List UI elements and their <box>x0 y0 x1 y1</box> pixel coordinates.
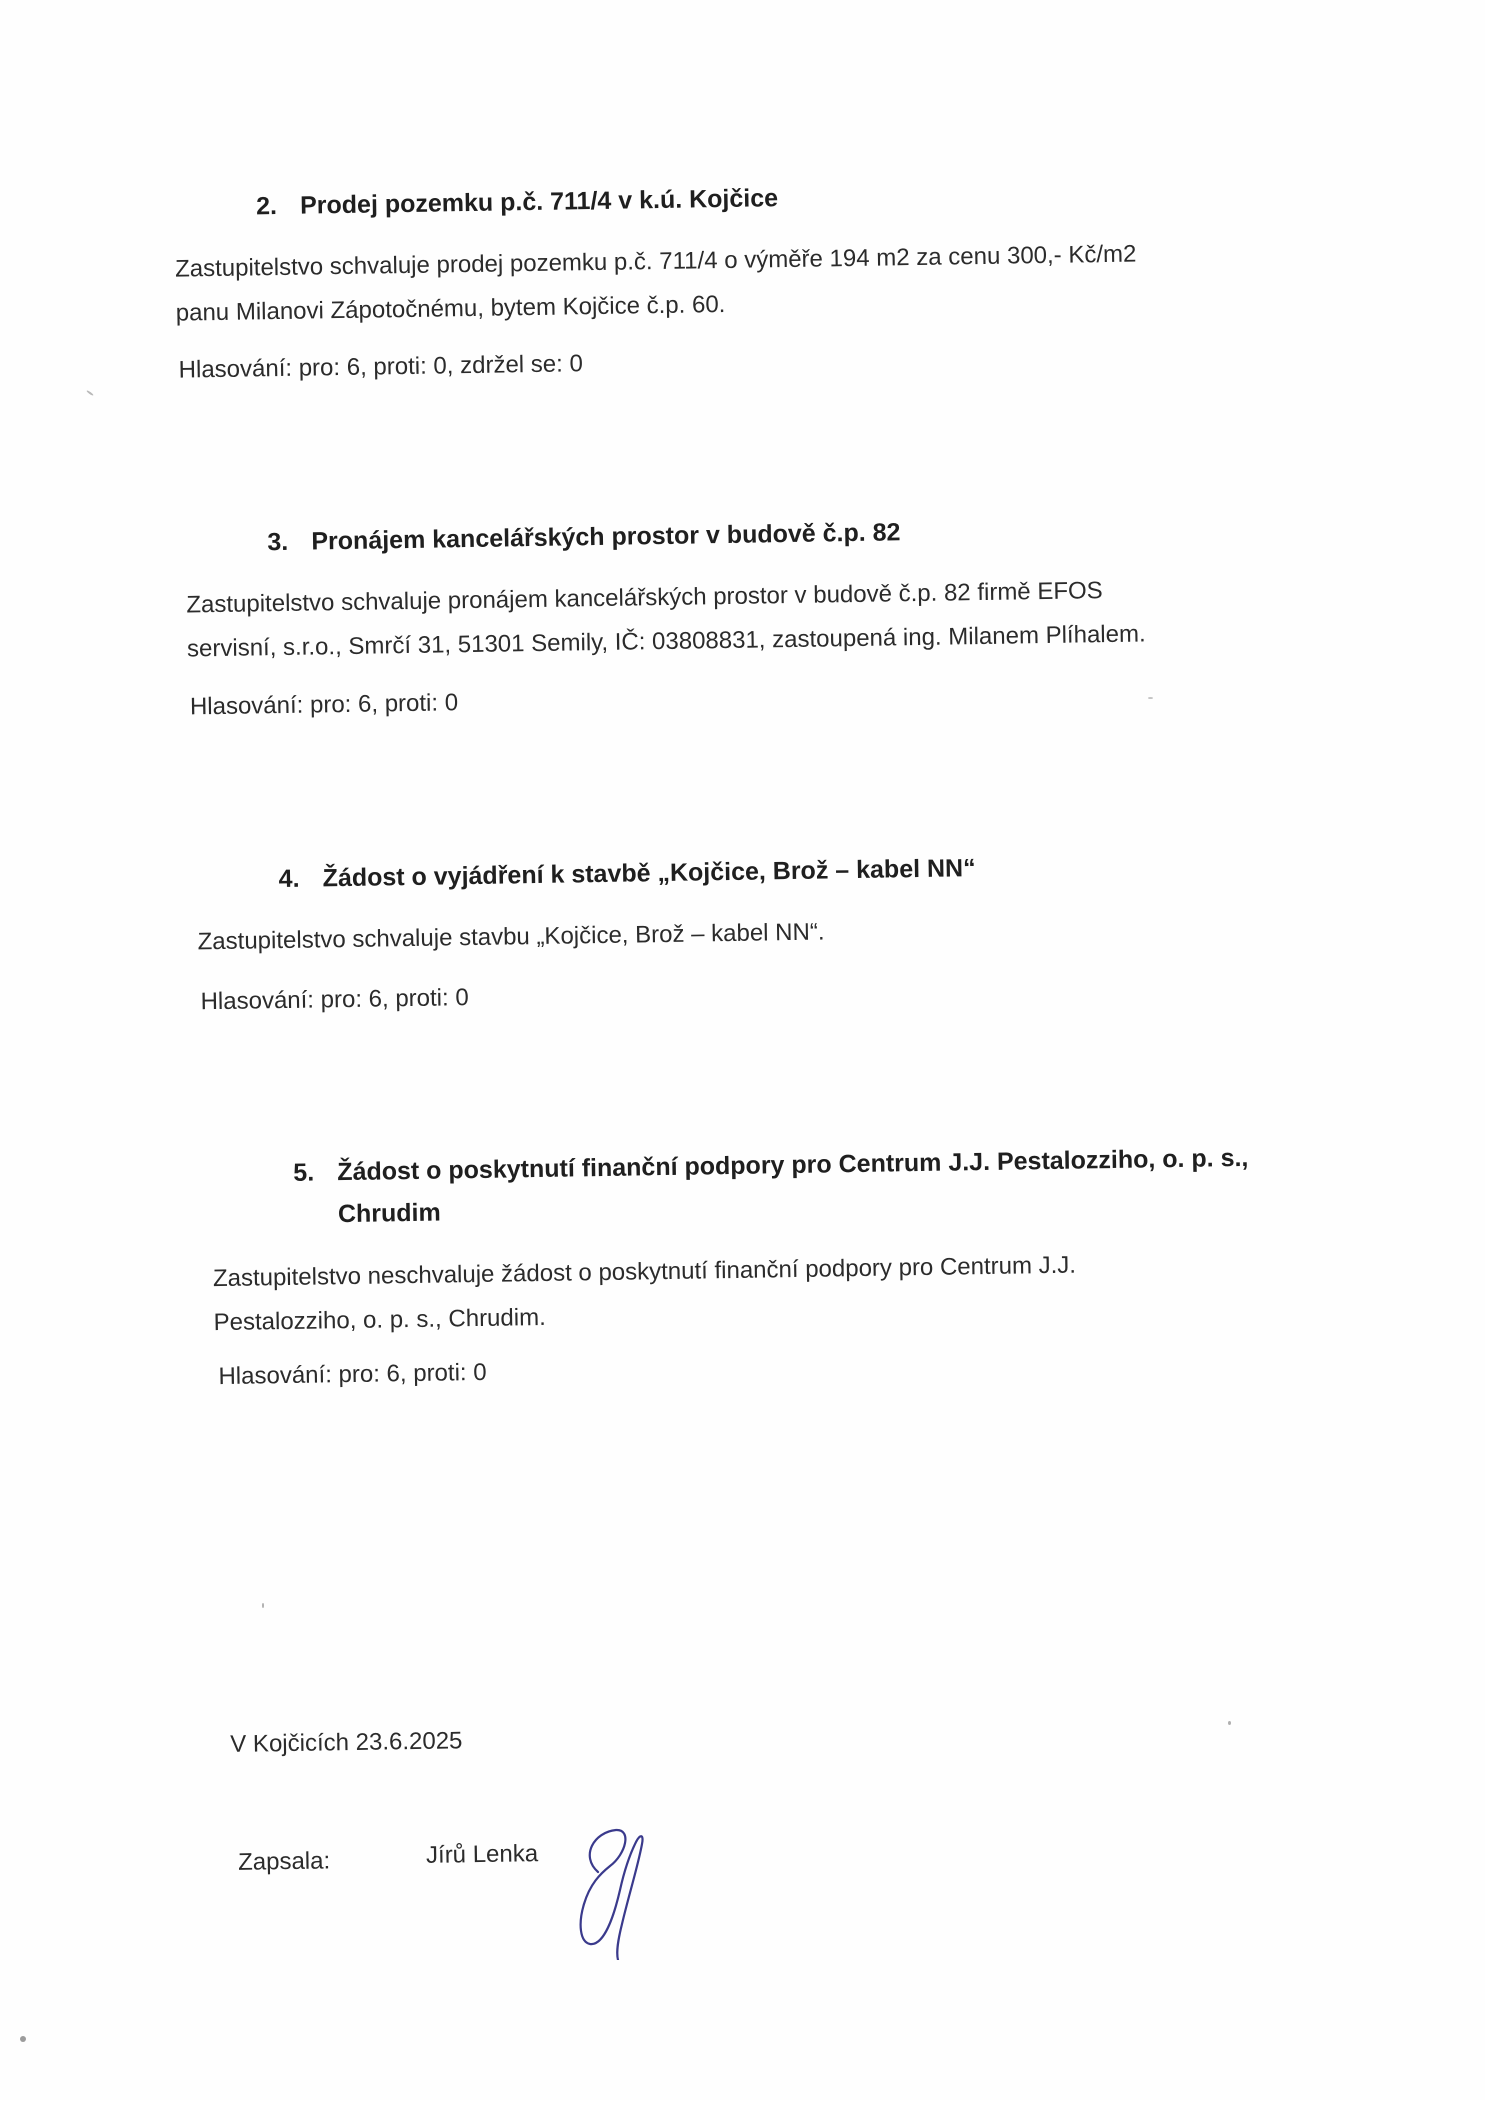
section-3-text-line-1: Zastupitelstvo schvaluje pronájem kancelářských prostor v budově č.p. 82 firmě EFOS <box>186 577 1103 619</box>
section-4-number: 4. <box>278 864 300 894</box>
section-5-number: 5. <box>293 1158 315 1187</box>
section-2-text-line-2: panu Milanovi Zápotočnému, bytem Kojčice č.p. 60. <box>175 290 726 327</box>
section-2-number: 2. <box>255 192 278 221</box>
section-2-text <box>175 233 1138 336</box>
section-2-vote: Hlasování: pro: 6, proti: 0, zdržel se: 0 <box>178 350 584 384</box>
section-4-text <box>197 910 825 964</box>
section-3-number: 3. <box>267 527 289 557</box>
section-3-text-line-2: servisní, s.r.o., Smrčí 31, 51301 Semily, IČ: 03808831, zastoupená ing. Milanem Plíhalem. <box>186 620 1146 663</box>
section-2-text-line-1: Zastupitelstvo schvaluje prodej pozemku p.č. 711/4 o výměře 194 m2 za cenu 300,- Kč/m2 <box>174 240 1137 283</box>
recorder-name: Jírů Lenka <box>425 1840 539 1869</box>
section-2-heading <box>256 180 778 224</box>
section-4-vote: Hlasování: pro: 6, proti: 0 <box>200 984 469 1016</box>
section-5-title: Žádost o poskytnutí finanční podpory pro Centrum J.J. Pestalozziho, o. p. s., <box>337 1143 1249 1187</box>
place-date: V Kojčicích 23.6.2025 <box>230 1727 463 1758</box>
section-3-text <box>186 568 1146 671</box>
section-4-text-line-1: Zastupitelstvo schvaluje stavbu „Kojčice, Brož – kabel NN“. <box>197 918 825 956</box>
section-3-title: Pronájem kancelářských prostor v budově č.p. 82 <box>311 518 901 556</box>
section-3-vote: Hlasování: pro: 6, proti: 0 <box>189 689 459 721</box>
section-3-heading <box>267 514 901 560</box>
section-5-vote: Hlasování: pro: 6, proti: 0 <box>218 1358 487 1391</box>
scan-speck <box>1148 697 1153 699</box>
scan-speck <box>20 2036 26 2042</box>
scan-speck <box>1228 1721 1231 1725</box>
section-5-text-line-1: Zastupitelstvo neschvaluje žádost o poskytnutí finanční podpory pro Centrum J.J. <box>212 1251 1077 1293</box>
section-2-title: Prodej pozemku p.č. 711/4 v k.ú. Kojčice <box>299 184 779 220</box>
section-5-text-line-2: Pestalozziho, o. p. s., Chrudim. <box>213 1303 546 1337</box>
scan-speck <box>262 1603 264 1608</box>
signature-image <box>560 1820 670 1960</box>
section-4-heading <box>278 850 975 897</box>
section-5-text <box>213 1244 1077 1346</box>
section-4-title: Žádost o vyjádření k stavbě „Kojčice, Brož – kabel NN“ <box>322 854 976 893</box>
section-5-title-continuation: Chrudim <box>337 1198 441 1229</box>
section-5-heading <box>293 1140 1249 1233</box>
recorder-label: Zapsala: <box>237 1847 331 1876</box>
